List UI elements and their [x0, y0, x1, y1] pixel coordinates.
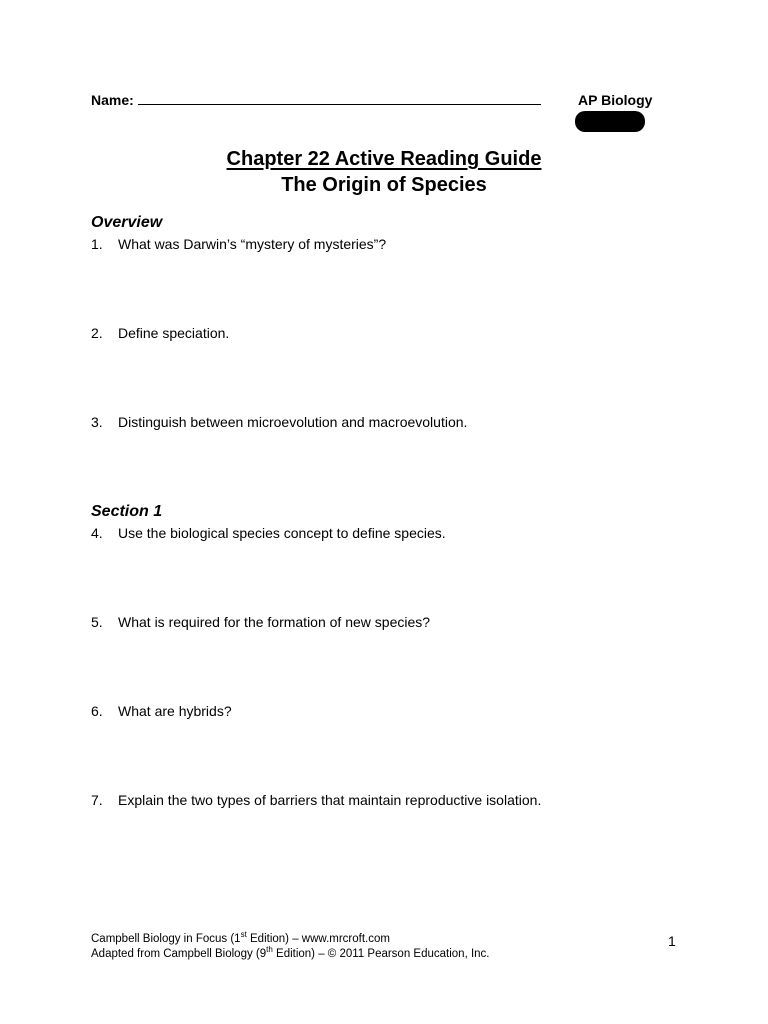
- footer-line-1-text-end: Edition) – www.mrcroft.com: [246, 933, 390, 945]
- name-field: [91, 92, 541, 108]
- footer-line-1-text: Campbell Biology in Focus (1: [91, 933, 241, 945]
- question-number: 4.: [91, 525, 103, 541]
- footer-line-2-sup: th: [266, 945, 273, 955]
- redaction-mark: [575, 111, 645, 132]
- name-blank-line[interactable]: [138, 92, 541, 105]
- question-number: 7.: [91, 792, 103, 808]
- title-line-1: Chapter 22 Active Reading Guide: [226, 148, 542, 170]
- question-3: [91, 414, 467, 430]
- footer-line-2-text: Adapted from Campbell Biology (9: [91, 948, 267, 960]
- question-text: Define speciation.: [118, 325, 230, 341]
- name-label: Name:: [91, 92, 134, 108]
- question-4: [91, 525, 446, 541]
- footer-line-1-sup: st: [240, 930, 247, 940]
- question-2: [91, 325, 229, 341]
- question-text: What was Darwin’s “mystery of mysteries”?: [118, 236, 387, 252]
- question-1: [91, 236, 386, 252]
- document-subtitle: The Origin of Species: [281, 174, 487, 196]
- question-number: 1.: [91, 236, 103, 252]
- question-6: [91, 703, 232, 719]
- question-5: [91, 614, 430, 630]
- course-label: AP Biology: [578, 92, 653, 108]
- footer-line-1: [91, 932, 490, 947]
- question-text: Use the biological species concept to define species.: [118, 525, 446, 541]
- section-heading-overview: Overview: [91, 214, 163, 231]
- footer-citation: [91, 932, 490, 962]
- question-text: Distinguish between microevolution and macroevolution.: [118, 414, 468, 430]
- question-7: [91, 792, 541, 808]
- question-number: 3.: [91, 414, 103, 430]
- question-text: Explain the two types of barriers that maintain reproductive isolation.: [118, 792, 542, 808]
- page-number: 1: [668, 933, 676, 949]
- question-number: 6.: [91, 703, 103, 719]
- footer-line-2: [91, 947, 490, 962]
- section-heading-section-1: Section 1: [91, 503, 163, 520]
- document-title: [0, 148, 768, 171]
- question-number: 2.: [91, 325, 103, 341]
- question-number: 5.: [91, 614, 103, 630]
- question-text: What is required for the formation of new species?: [118, 614, 431, 630]
- footer-line-2-text-end: Edition) – © 2011 Pearson Education, Inc.: [272, 948, 490, 960]
- question-text: What are hybrids?: [118, 703, 232, 719]
